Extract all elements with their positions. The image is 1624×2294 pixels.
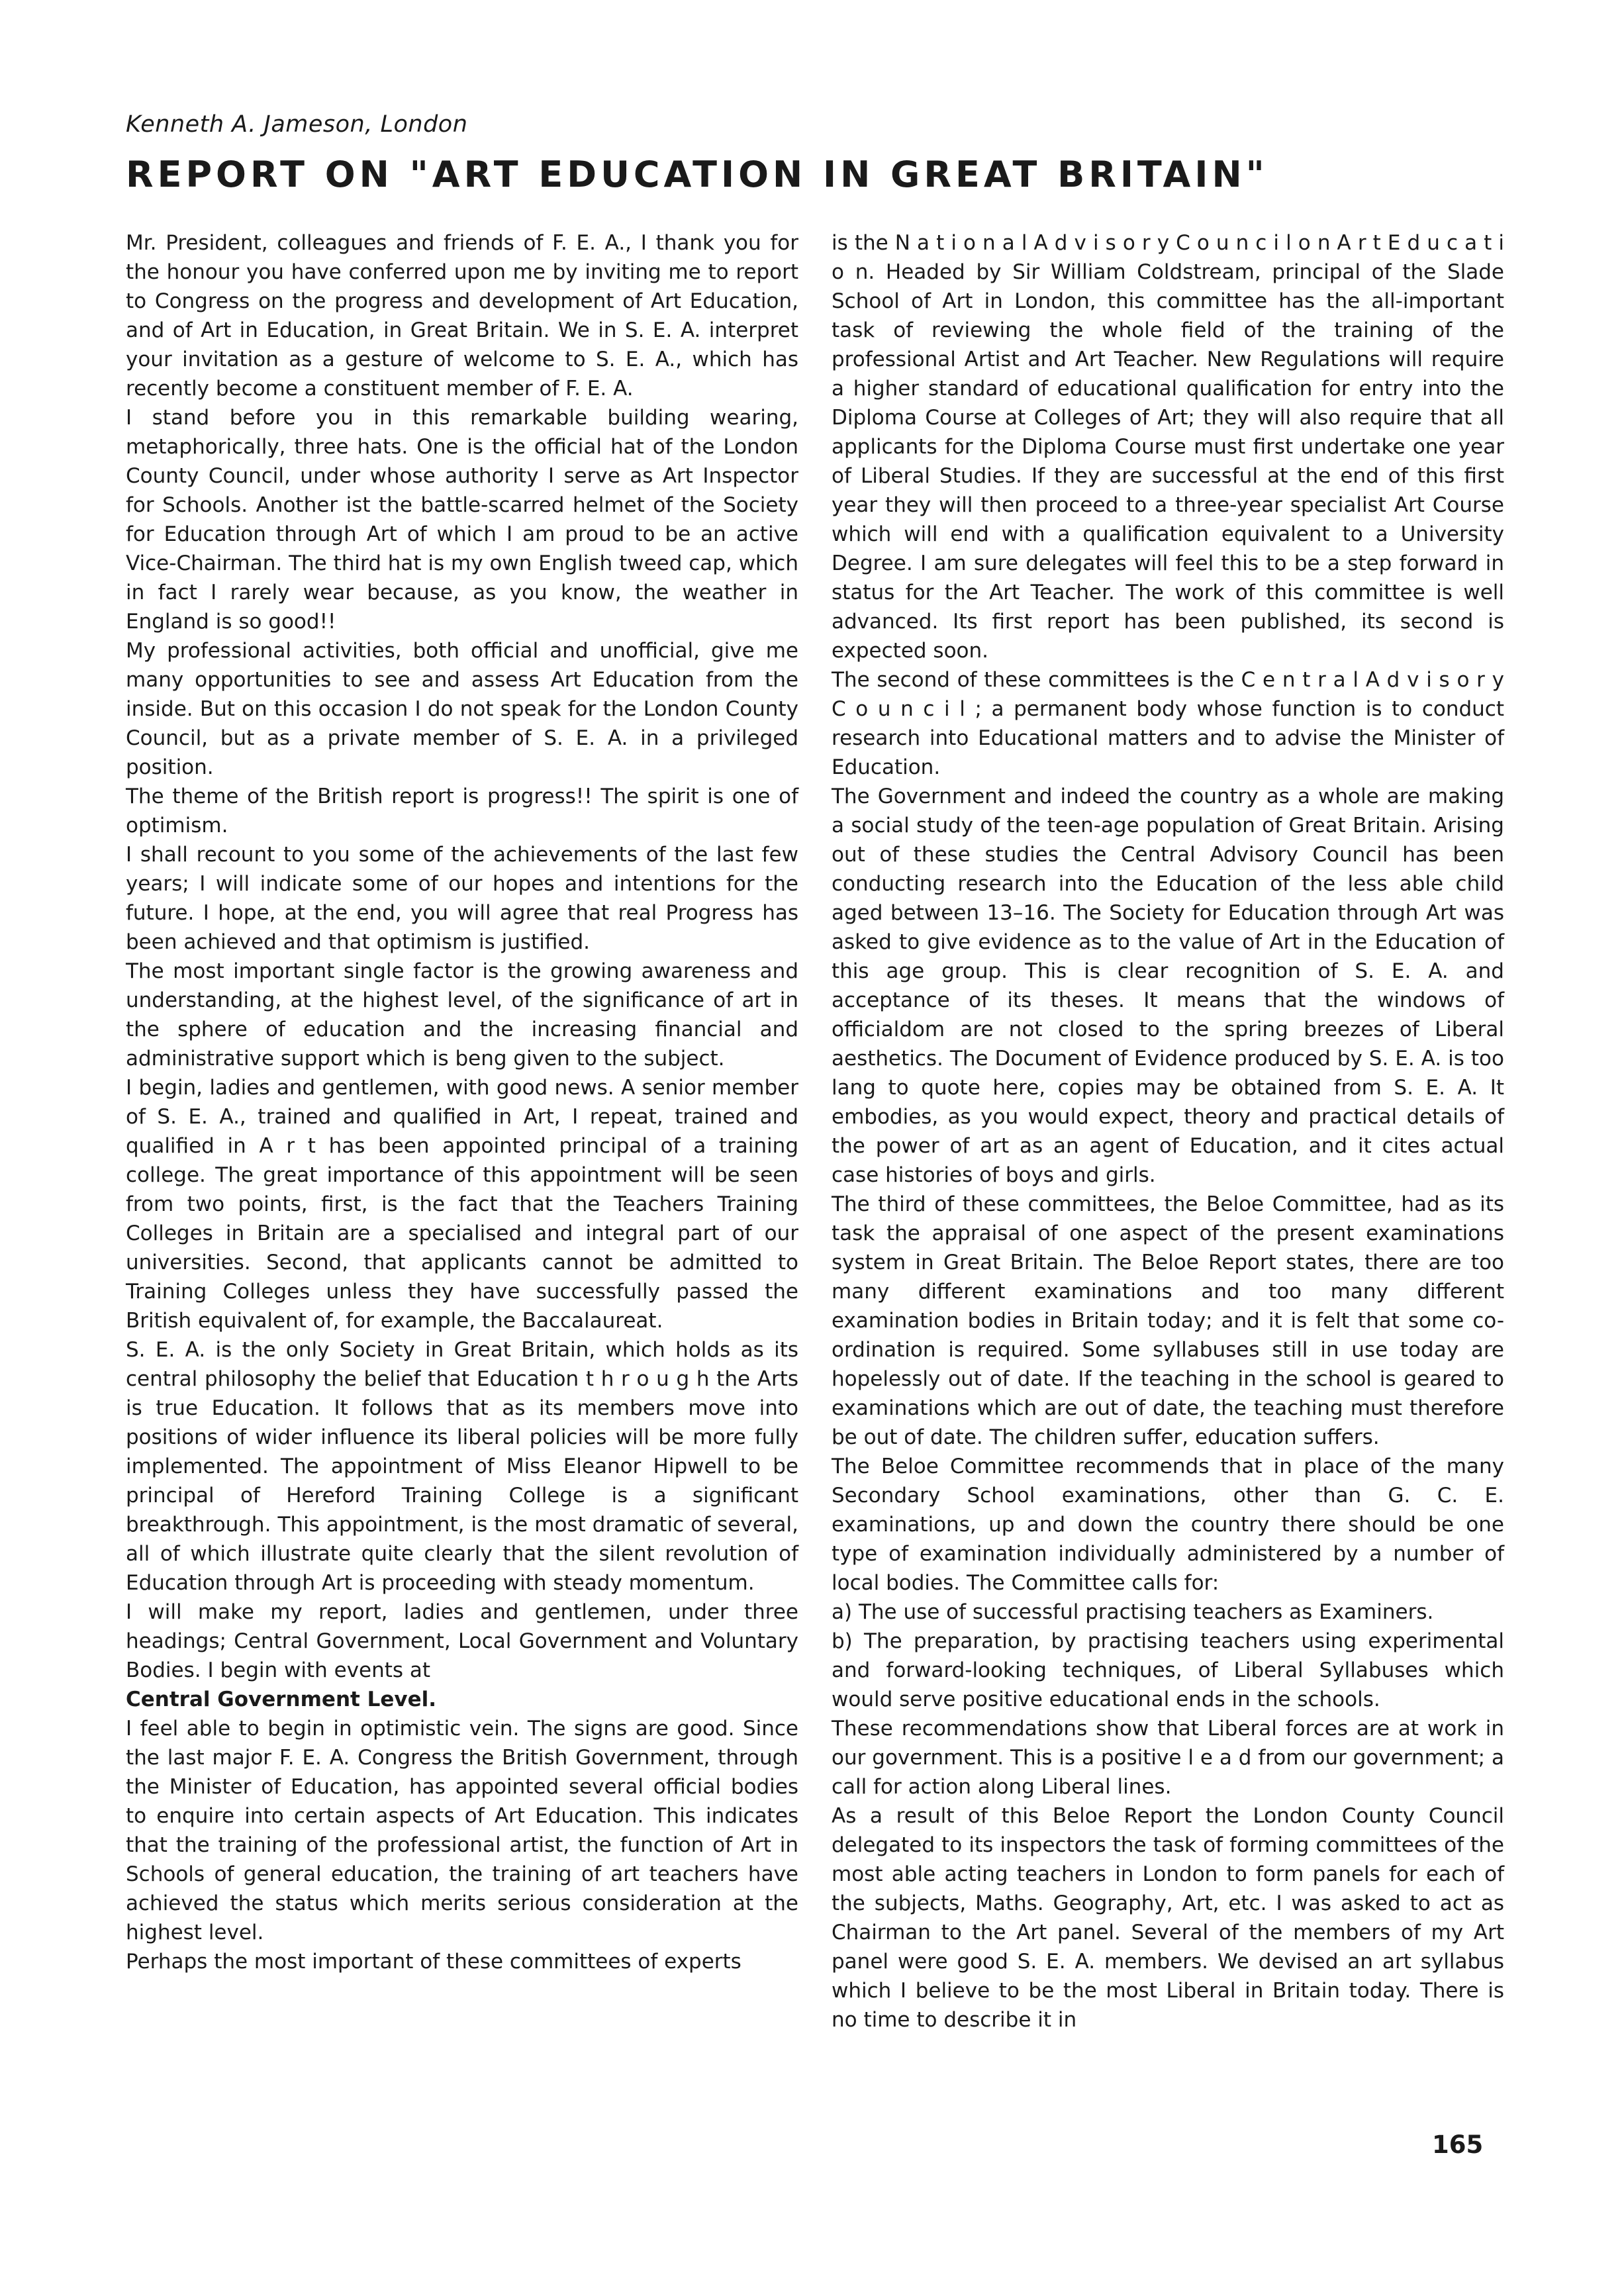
author-line: Kenneth A. Jameson, London (126, 111, 468, 138)
paragraph: The most important single factor is the growing awareness and understanding, at the highest level, of the significance of art in the sphere of education and the increasing financial and administrative support which is beng given to the subject. (126, 959, 798, 1071)
paragraph: S. E. A. is the only Society in Great Britain, which holds as its central philosophy the belief that Education t h r o u g h the Arts is true Education. It follows that as its members move into positions of wider influence its liberal policies will be more fully implemented. The appointment of Miss Eleanor Hipwell to be principal of Hereford Training College is a significant breakthrough. This appointment, is the most dramatic of several, all of which illustrate quite clearly that the silent revolution of Education through Art is proceeding with steady momentum. (126, 1338, 798, 1595)
paragraph: As a result of this Beloe Report the London County Council delegated to its inspectors the task of forming committees of the most able acting teachers in London to form panels for each of the subjects, Maths. Geography, Art, etc. I was asked to act as Chairman to the Art panel. Several of the members of my Art panel were good S. E. A. members. We devised an art syllabus which I believe to be the most Liberal in Britain today. There is no time to describe it in (832, 1804, 1504, 2032)
left-column (126, 228, 798, 1976)
paragraph: I will make my report, ladies and gentlemen, under three headings; Central Government, Local Government and Voluntary Bodies. I begin with events at (126, 1600, 798, 1682)
right-column (832, 228, 1504, 2034)
paragraph: The Beloe Committee recommends that in place of the many Secondary School examinations, other than G. C. E. examinations, up and down the country there should be one type of examination individually administered by a number of local bodies. The Committee calls for: (832, 1455, 1504, 1595)
paragraph: Perhaps the most important of these committees of experts (126, 1950, 741, 1974)
paragraph: The second of these committees is the C e n t r a l A d v i s o r y C o u n c i l ; a permanent body whose function is to conduct research into Educational matters and to advise the Minister of Education. (832, 668, 1504, 779)
list-item: b) The preparation, by practising teachers using experimental and forward-looking techniques, of Liberal Syllabuses which would serve positive educational ends in the schools. (832, 1629, 1504, 1711)
article-title: REPORT ON "ART EDUCATION IN GREAT BRITAIN" (126, 154, 1268, 195)
paragraph: I feel able to begin in optimistic vein. The signs are good. Since the last major F. E. A. Congress the British Government, through the Minister of Education, has appointed several official bodies to enquire into certain aspects of Art Education. This indicates that the training of the professional artist, the function of Art in Schools of general education, the training of art teachers have achieved the status which merits serious consideration at the highest level. (126, 1717, 798, 1944)
section-heading: Central Government Level. (126, 1688, 437, 1711)
paragraph: The Government and indeed the country as a whole are making a social study of the teen-age population of Great Britain. Arising out of these studies the Central Advisory Council has been conducting research into the Education of the less able child aged between 13–16. The Society for Education through Art was asked to give evidence as to the value of Art in the Education of this age group. This is clear recognition of S. E. A. and acceptance of its theses. It means that the windows of officialdom are not closed to the spring breezes of Liberal aesthetics. The Document of Evidence produced by S. E. A. is too lang to quote here, copies may be obtained from S. E. A. It embodies, as you would expect, theory and practical details of the power of art as an agent of Education, and it cites actual case histories of boys and girls. (832, 785, 1504, 1187)
list-item: a) The use of successful practising teachers as Examiners. (832, 1600, 1434, 1624)
paragraph: The theme of the British report is progress!! The spirit is one of optimism. (126, 785, 798, 837)
paragraph: I shall recount to you some of the achievements of the last few years; I will indicate some of our hopes and intentions for the future. I hope, at the end, you will agree that real Progress has been achieved and that optimism is justified. (126, 843, 798, 954)
paragraph: My professional activities, both official and unofficial, give me many opportunities to see and assess Art Education from the inside. But on this occasion I do not speak for the London County Council, but as a private member of S. E. A. in a privileged position. (126, 639, 798, 779)
page-number: 165 (1432, 2130, 1484, 2159)
paragraph: These recommendations show that Liberal forces are at work in our government. This is a positive l e a d from our government; a call for action along Liberal lines. (832, 1717, 1504, 1799)
paragraph: I stand before you in this remarkable building wearing, metaphorically, three hats. One is the official hat of the London County Council, under whose authority I serve as Art Inspector for Schools. Another ist the battle-scarred helmet of the Society for Education through Art of which I am proud to be an active Vice-Chairman. The third hat is my own English tweed cap, which in fact I rarely wear because, as you know, the weather in England is so good!! (126, 406, 798, 634)
paragraph: The third of these committees, the Beloe Committee, had as its task the appraisal of one aspect of the present examinations system in Great Britain. The Beloe Report states, there are too many different examinations and too many different examination bodies in Britain today; and it is felt that some co-ordination is required. Some syllabuses still in use today are hopelessly out of date. If the teaching in the school is geared to examinations which are out of date, the teaching must therefore be out of date. The children suffer, education suffers. (832, 1192, 1504, 1449)
paragraph: is the N a t i o n a l A d v i s o r y C o u n c i l o n A r t E d u c a t i o n. Headed by Sir William Coldstream, principal of the Slade School of Art in London, this committee has the all-important task of reviewing the whole field of the training of the professional Artist and Art Teacher. New Regulations will require a higher standard of educational qualification for entry into the Diploma Course at Colleges of Art; they will also require that all applicants for the Diploma Course must first undertake one year of Liberal Studies. If they are successful at the end of this first year they will then proceed to a three-year specialist Art Course which will end with a qualification equivalent to a University Degree. I am sure delegates will feel this to be a step forward in status for the Art Teacher. The work of this committee is well advanced. Its first report has been published, its second is expected soon. (832, 231, 1504, 663)
paragraph: I begin, ladies and gentlemen, with good news. A senior member of S. E. A., trained and qualified in Art, I repeat, trained and qualified in A r t has been appointed principal of a training college. The great importance of this appointment will be seen from two points, first, is the fact that the Teachers Training Colleges in Britain are a specialised and integral part of our universities. Second, that applicants cannot be admitted to Training Colleges unless they have successfully passed the British equivalent of, for example, the Baccalaureat. (126, 1076, 798, 1333)
paragraph: Mr. President, colleagues and friends of F. E. A., I thank you for the honour you have conferred upon me by inviting me to report to Congress on the progress and development of Art Education, and of Art in Education, in Great Britain. We in S. E. A. interpret your invitation as a gesture of welcome to S. E. A., which has recently become a constituent member of F. E. A. (126, 231, 798, 401)
